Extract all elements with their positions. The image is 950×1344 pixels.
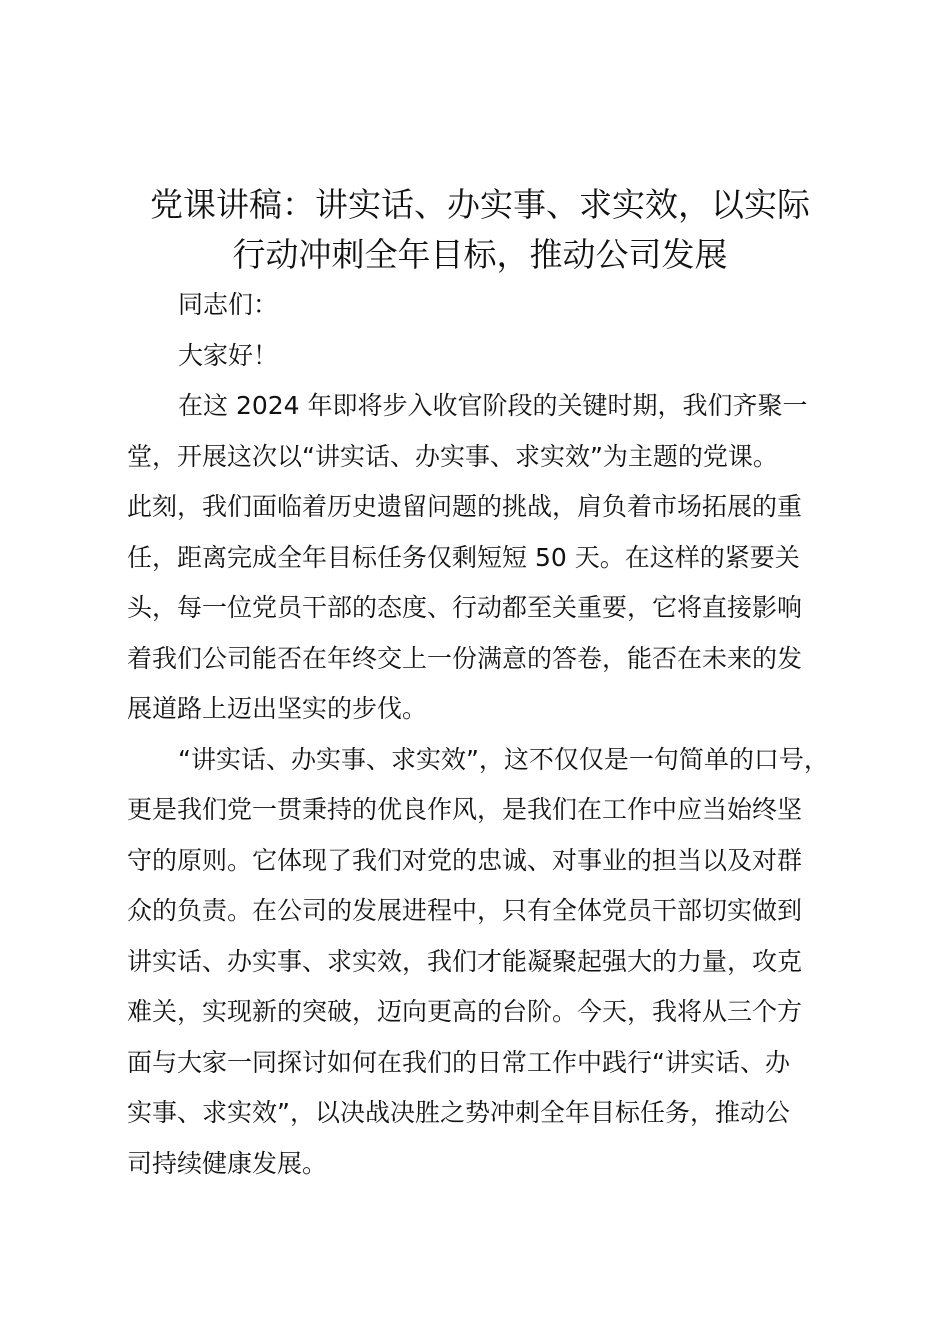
paragraph-line: 守的原则。它体现了我们对党的忠诚、对事业的担当以及对群 (127, 845, 803, 875)
paragraph-line: 任，距离完成全年目标任务仅剩短短 50 天。在这样的紧要关 (127, 542, 800, 572)
paragraph-line: 面与大家一同探讨如何在我们的日常工作中践行“讲实话、办 (127, 1047, 790, 1077)
paragraph-line: 在这 2024 年即将步入收官阶段的关键时期，我们齐聚一 (178, 391, 808, 420)
paragraph-line: 此刻，我们面临着历史遗留问题的挑战，肩负着市场拓展的重 (127, 492, 803, 521)
document-body (127, 280, 847, 1189)
title-line-1: 党课讲稿：讲实话、办实事、求实效，以实际 (150, 185, 810, 224)
paragraph-2 (127, 735, 847, 1190)
paragraph-line: 难关，实现新的突破，迈向更高的台阶。今天，我将从三个方 (127, 997, 803, 1026)
greeting: 大家好！ (178, 340, 279, 370)
paragraph-line: 司持续健康发展。 (127, 1148, 328, 1178)
paragraph-line: 着我们公司能否在年终交上一份满意的答卷，能否在未来的发 (127, 643, 803, 673)
document-title (100, 180, 860, 280)
paragraph-line: 实事、求实效”，以决战决胜之势冲刺全年目标任务，推动公 (127, 1098, 790, 1127)
title-line-2: 行动冲刺全年目标，推动公司发展 (232, 235, 728, 274)
paragraph-line: 讲实话、办实事、求实效，我们才能凝聚起强大的力量，攻克 (127, 946, 803, 976)
paragraph-line: “讲实话、办实事、求实效”，这不仅仅是一句简单的口号， (178, 744, 829, 774)
paragraph-line: 众的负责。在公司的发展进程中，只有全体党员干部切实做到 (127, 896, 803, 925)
paragraph-line: 更是我们党一贯秉持的优良作风，是我们在工作中应当始终坚 (127, 795, 803, 824)
greeting-paragraph (127, 331, 847, 382)
paragraph-line: 展道路上迈出坚实的步伐。 (127, 694, 428, 723)
paragraph-line: 头，每一位党员干部的态度、行动都至关重要，它将直接影响 (127, 593, 803, 622)
paragraph-line: 堂，开展这次以“讲实话、办实事、求实效”为主题的党课。 (127, 441, 778, 471)
paragraph-1 (127, 381, 847, 735)
salutation: 同志们： (178, 290, 279, 319)
salutation-paragraph (127, 280, 847, 331)
